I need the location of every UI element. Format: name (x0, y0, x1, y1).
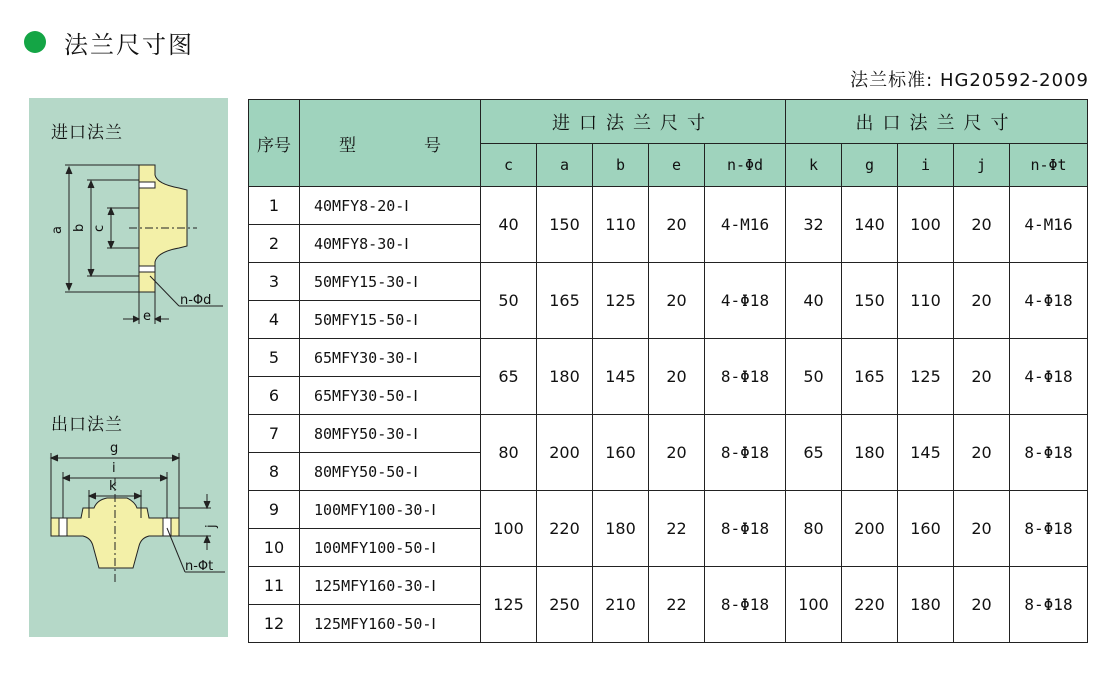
outlet-j-cell: 20 (954, 187, 1010, 263)
outlet-g-cell: 150 (842, 263, 898, 339)
inlet-a-cell: 180 (537, 339, 593, 415)
inlet-a-cell: 165 (537, 263, 593, 339)
dim-nt-label: n-Φt (185, 559, 214, 574)
outlet-flange-label: 出口法兰 (51, 415, 123, 435)
outlet-nt-cell: 8-Φ18 (1010, 567, 1088, 643)
outlet-nt-cell: 4-M16 (1010, 187, 1088, 263)
inlet-c-cell: 100 (481, 491, 537, 567)
inlet-nd-cell: 4-Φ18 (705, 263, 786, 339)
inlet-c-cell: 65 (481, 339, 537, 415)
dim-b-label: b (72, 223, 87, 232)
col-nd-header: n-Φd (705, 144, 786, 187)
col-e-header: e (649, 144, 705, 187)
col-c-header: c (481, 144, 537, 187)
outlet-k-cell: 40 (786, 263, 842, 339)
col-i-header: i (898, 144, 954, 187)
row-index: 4 (249, 301, 300, 339)
inlet-e-cell: 20 (649, 415, 705, 491)
row-model: 65MFY30-30-Ⅰ (300, 339, 481, 377)
inlet-c-cell: 80 (481, 415, 537, 491)
col-b-header: b (593, 144, 649, 187)
row-model: 125MFY160-30-Ⅰ (300, 567, 481, 605)
dim-nd-label: n-Φd (180, 293, 212, 308)
row-model: 40MFY8-30-Ⅰ (300, 225, 481, 263)
flange-standard: 法兰标准: HG20592-2009 (850, 70, 1089, 91)
inlet-e-cell: 20 (649, 187, 705, 263)
inlet-b-cell: 180 (593, 491, 649, 567)
outlet-g-cell: 220 (842, 567, 898, 643)
table-row (249, 415, 1088, 453)
outlet-k-cell: 32 (786, 187, 842, 263)
inlet-nd-cell: 8-Φ18 (705, 339, 786, 415)
outlet-j-cell: 20 (954, 491, 1010, 567)
outlet-nt-cell: 4-Φ18 (1010, 263, 1088, 339)
outlet-k-cell: 65 (786, 415, 842, 491)
outlet-k-cell: 50 (786, 339, 842, 415)
outlet-i-cell: 160 (898, 491, 954, 567)
inlet-a-cell: 200 (537, 415, 593, 491)
inlet-c-cell: 125 (481, 567, 537, 643)
outlet-k-cell: 80 (786, 491, 842, 567)
row-index: 8 (249, 453, 300, 491)
inlet-flange-drawing (50, 165, 223, 324)
outlet-i-cell: 180 (898, 567, 954, 643)
row-model: 100MFY100-50-Ⅰ (300, 529, 481, 567)
index-header: 序号 (249, 100, 300, 187)
inlet-nd-cell: 8-Φ18 (705, 567, 786, 643)
dim-g-label: g (110, 441, 119, 456)
row-index: 9 (249, 491, 300, 529)
row-index: 3 (249, 263, 300, 301)
row-index: 11 (249, 567, 300, 605)
table-row (249, 263, 1088, 301)
page-title: 法兰尺寸图 (64, 30, 194, 59)
row-model: 65MFY30-50-Ⅰ (300, 377, 481, 415)
row-model: 80MFY50-30-Ⅰ (300, 415, 481, 453)
flange-dimension-table (248, 99, 1088, 643)
dim-i-label: i (112, 461, 116, 476)
col-j-header: j (954, 144, 1010, 187)
inlet-b-cell: 145 (593, 339, 649, 415)
model-header-right: 号 (424, 135, 441, 156)
outlet-j-cell: 20 (954, 339, 1010, 415)
section-title (24, 26, 194, 58)
outlet-nt-cell: 8-Φ18 (1010, 491, 1088, 567)
row-index: 5 (249, 339, 300, 377)
inlet-nd-cell: 4-M16 (705, 187, 786, 263)
model-header-left: 型 (339, 135, 356, 156)
inlet-a-cell: 150 (537, 187, 593, 263)
outlet-i-cell: 100 (898, 187, 954, 263)
inlet-e-cell: 22 (649, 567, 705, 643)
col-k-header: k (786, 144, 842, 187)
row-index: 6 (249, 377, 300, 415)
model-header (300, 100, 481, 187)
outlet-g-cell: 140 (842, 187, 898, 263)
table-row (249, 567, 1088, 605)
row-model: 50MFY15-30-Ⅰ (300, 263, 481, 301)
outlet-flange-drawing (51, 441, 225, 582)
inlet-a-cell: 250 (537, 567, 593, 643)
row-index: 10 (249, 529, 300, 567)
flange-diagram-panel (29, 98, 228, 637)
inlet-e-cell: 22 (649, 491, 705, 567)
outlet-group-header: 出口法兰尺寸 (786, 100, 1088, 144)
inlet-nd-cell: 8-Φ18 (705, 491, 786, 567)
outlet-g-cell: 200 (842, 491, 898, 567)
row-index: 1 (249, 187, 300, 225)
outlet-nt-cell: 8-Φ18 (1010, 415, 1088, 491)
col-nt-header: n-Φt (1010, 144, 1088, 187)
col-g-header: g (842, 144, 898, 187)
row-index: 2 (249, 225, 300, 263)
outlet-j-cell: 20 (954, 567, 1010, 643)
col-a-header: a (537, 144, 593, 187)
row-index: 7 (249, 415, 300, 453)
outlet-i-cell: 145 (898, 415, 954, 491)
dim-c-label: c (92, 224, 107, 232)
row-model: 80MFY50-50-Ⅰ (300, 453, 481, 491)
outlet-g-cell: 180 (842, 415, 898, 491)
outlet-i-cell: 110 (898, 263, 954, 339)
table-row (249, 187, 1088, 225)
flange-drawings (29, 98, 228, 637)
row-index: 12 (249, 605, 300, 643)
dim-a-label: a (50, 226, 65, 234)
inlet-b-cell: 210 (593, 567, 649, 643)
inlet-a-cell: 220 (537, 491, 593, 567)
inlet-nd-cell: 8-Φ18 (705, 415, 786, 491)
dim-e-label: e (143, 309, 151, 324)
row-model: 40MFY8-20-Ⅰ (300, 187, 481, 225)
inlet-c-cell: 50 (481, 263, 537, 339)
outlet-k-cell: 100 (786, 567, 842, 643)
outlet-j-cell: 20 (954, 415, 1010, 491)
table-row (249, 339, 1088, 377)
row-model: 100MFY100-30-Ⅰ (300, 491, 481, 529)
table-row (249, 491, 1088, 529)
inlet-b-cell: 110 (593, 187, 649, 263)
outlet-j-cell: 20 (954, 263, 1010, 339)
inlet-b-cell: 125 (593, 263, 649, 339)
row-model: 125MFY160-50-Ⅰ (300, 605, 481, 643)
inlet-c-cell: 40 (481, 187, 537, 263)
row-model: 50MFY15-50-Ⅰ (300, 301, 481, 339)
dim-j-label: j (204, 524, 219, 528)
outlet-i-cell: 125 (898, 339, 954, 415)
inlet-e-cell: 20 (649, 339, 705, 415)
inlet-e-cell: 20 (649, 263, 705, 339)
inlet-group-header: 进口法兰尺寸 (481, 100, 786, 144)
inlet-b-cell: 160 (593, 415, 649, 491)
dim-k-label: k (109, 479, 117, 494)
outlet-g-cell: 165 (842, 339, 898, 415)
bullet-dot-icon (24, 31, 46, 53)
outlet-nt-cell: 4-Φ18 (1010, 339, 1088, 415)
inlet-flange-label: 进口法兰 (51, 123, 123, 143)
